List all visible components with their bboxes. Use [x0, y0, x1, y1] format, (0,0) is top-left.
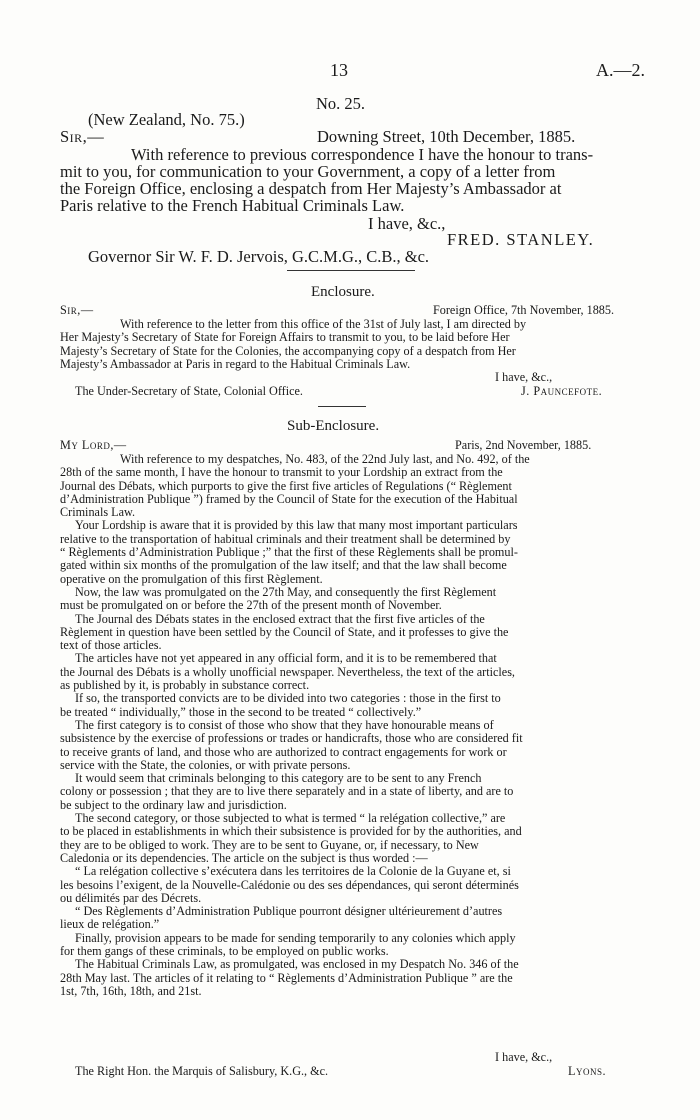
section-divider: [287, 270, 415, 271]
body-line: Règlement in question have been settled by the Council of State, and it professes to give the: [60, 624, 509, 639]
body-line: colony or possession ; that they are to live there separately and in a state of liberty, and are to: [60, 784, 514, 799]
body-line: to be placed in establishments in which their subsistence is provided for by the authorities, and: [60, 824, 522, 839]
sub-enclosure-salutation: My Lord,—: [60, 438, 127, 452]
letter-place-date: Downing Street, 10th December, 1885.: [317, 127, 576, 146]
sub-enclosure-place-date: Paris, 2nd November, 1885.: [455, 438, 592, 452]
body-line: Journal des Débats, which purports to give the first five articles of Regulations (“ Règlement: [60, 478, 512, 493]
enclosure-addressee: The Under-Secretary of State, Colonial Office.: [75, 384, 303, 398]
body-line: “ La relégation collective s’exécutera dans les territoires de la Colonie de la Guyane et, si: [75, 864, 511, 879]
body-line: be treated “ individually,” those in the second to be treated “ collectively.”: [60, 704, 422, 719]
body-line: for them gangs of these criminals, to be employed on public works.: [60, 943, 389, 958]
document-reference: A.—2.: [596, 60, 645, 80]
letter-body-line: Paris relative to the French Habitual Criminals Law.: [60, 196, 405, 215]
page-number: 13: [330, 60, 348, 80]
letter-colony-label: (New Zealand, No. 75.): [88, 110, 245, 129]
section-divider: [318, 406, 366, 407]
body-line: The first category is to consist of those who show that they have honourable means of: [75, 717, 494, 732]
letter-body-line: mit to you, for communication to your Government, a copy of a letter from: [60, 162, 556, 181]
body-line: It would seem that criminals belonging to this category are to be sent to any French: [75, 771, 482, 786]
sub-enclosure-body: [60, 453, 645, 998]
body-line: With reference to my despatches, No. 483, of the 22nd July last, and No. 492, of the: [120, 452, 530, 466]
body-line: ou délimités par des Décrets.: [60, 890, 202, 905]
body-line: The Journal des Débats states in the enclosed extract that the first five articles of the: [75, 611, 485, 626]
enclosure-body-line: Majesty’s Ambassador at Paris in regard to the Habitual Criminals Law.: [60, 356, 411, 371]
body-line: The second category, or those subjected to what is termed “ la relégation collective,” are: [75, 811, 506, 826]
body-line: d’Administration Publique ”) framed by the Council of State for the execution of the Habitual: [60, 491, 518, 506]
body-line: gated within six months of the promulgation of the law itself; and that the law shall become: [60, 558, 507, 573]
letter-number: No. 25.: [316, 94, 366, 113]
body-line: “ Règlements d’Administration Publique ;” that the first of these Règlements shall be promul-: [60, 545, 518, 560]
letter-signature: FRED. STANLEY.: [447, 230, 595, 249]
body-line: Criminals Law.: [60, 505, 136, 520]
letter-salutation: Sir,—: [60, 127, 105, 146]
body-line: “ Des Règlements d’Administration Publique pourront désigner ultérieurement d’autres: [75, 904, 503, 919]
enclosure-body-line: Majesty’s Secretary of State for the Colonies, the accompanying copy of a despatch from Her: [60, 343, 516, 358]
body-line: Finally, provision appears to be made for sending temporarily to any colonies which apply: [75, 930, 516, 945]
body-line: text of those articles.: [60, 638, 162, 653]
enclosure-closing: I have, &c.,: [495, 370, 553, 384]
enclosure-heading: Enclosure.: [311, 284, 375, 300]
body-line: 1st, 7th, 16th, 18th, and 21st.: [60, 983, 202, 998]
body-line: subsistence by the exercise of professions or trades or handicrafts, those who are considered fit: [60, 731, 523, 746]
body-line: be subject to the ordinary law and jurisdiction.: [60, 797, 287, 812]
letter-closing: I have, &c.,: [368, 214, 446, 233]
body-line: Caledonia or its dependencies. The article on the subject is thus worded :—: [60, 850, 428, 865]
letter-body-line: the Foreign Office, enclosing a despatch from Her Majesty’s Ambassador at: [60, 179, 562, 198]
body-line: as published by it, is probably in substance correct.: [60, 678, 310, 693]
body-line: If so, the transported convicts are to be divided into two categories : those in the first to: [75, 691, 501, 706]
enclosure-body-line: With reference to the letter from this office of the 31st of July last, I am directed by: [120, 317, 527, 331]
letter-body: [60, 146, 645, 214]
enclosure-salutation: Sir,—: [60, 303, 94, 317]
body-line: Now, the law was promulgated on the 27th May, and consequently the first Règlement: [75, 584, 497, 599]
body-line: they are to be obliged to work. They are to be sent to Guyane, or, if necessary, to New: [60, 837, 479, 852]
body-line: to receive grants of land, and those who are authorized to contract engagements for work or: [60, 744, 507, 759]
body-line: relative to the transportation of habitual criminals and their treatment shall be determined by: [60, 531, 511, 546]
body-line: the Journal des Débats is a wholly unofficial newspaper. Nevertheless, the text of the articles,: [60, 664, 515, 679]
sub-enclosure-heading: Sub-Enclosure.: [287, 418, 380, 434]
body-line: les besoins l’exigent, de la Nouvelle-Calédonie ou des ses dépendances, qui seront déterminés: [60, 877, 519, 892]
letter-body-line: With reference to previous correspondence I have the honour to trans-: [131, 145, 594, 164]
sub-enclosure-closing: I have, &c.,: [495, 1050, 553, 1064]
sub-enclosure-signature: Lyons.: [568, 1064, 606, 1078]
body-line: The Habitual Criminals Law, as promulgated, was enclosed in my Despatch No. 346 of the: [75, 957, 519, 972]
enclosure-signature: J. Pauncefote.: [521, 384, 603, 398]
body-line: 28th of the same month, I have the honour to transmit to your Lordship an extract from the: [60, 465, 503, 480]
enclosure-body: [60, 318, 645, 371]
body-line: The articles have not yet appeared in any official form, and it is to be remembered that: [75, 651, 497, 666]
sub-enclosure-addressee: The Right Hon. the Marquis of Salisbury, K.G., &c.: [75, 1064, 329, 1078]
body-line: must be promulgated on or before the 27th of the present month of November.: [60, 598, 442, 613]
enclosure-body-line: Her Majesty’s Secretary of State for Foreign Affairs to transmit to you, to be laid before Her: [60, 330, 510, 345]
body-line: 28th May last. The articles of it relating to “ Règlements d’Administration Publique ” are the: [60, 970, 513, 985]
enclosure-place-date: Foreign Office, 7th November, 1885.: [433, 303, 615, 317]
letter-addressee: Governor Sir W. F. D. Jervois, G.C.M.G., C.B., &c.: [88, 247, 430, 266]
body-line: service with the State, the colonies, or with private persons.: [60, 757, 351, 772]
body-line: operative on the promulgation of this first Règlement.: [60, 571, 323, 586]
body-line: Your Lordship is aware that it is provided by this law that many most important particulars: [75, 518, 518, 533]
body-line: lieux de relégation.”: [60, 917, 160, 932]
